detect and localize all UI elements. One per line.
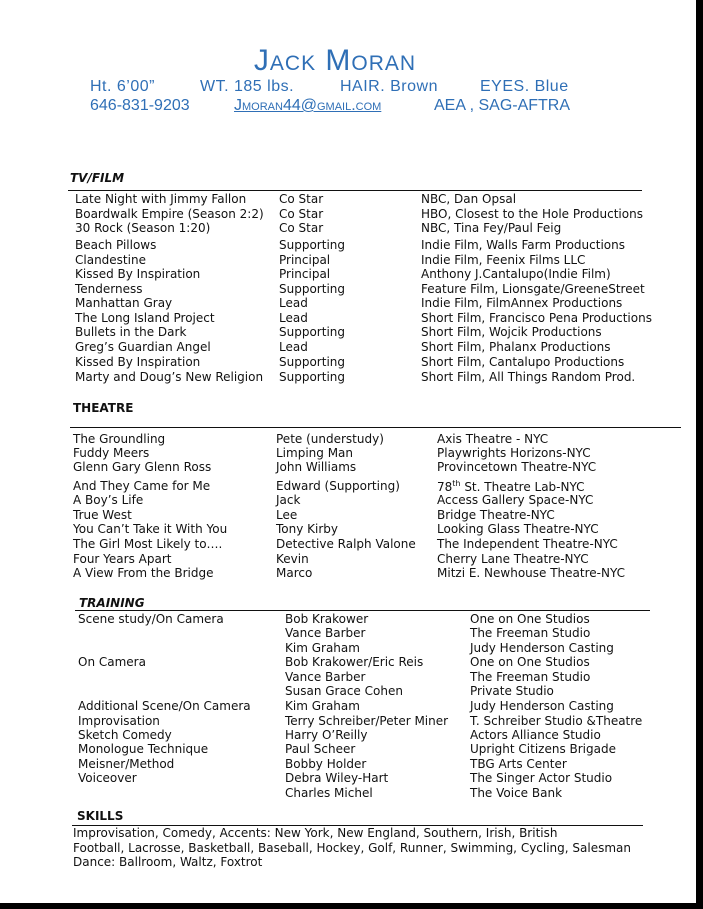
credit-role: Detective Ralph Valone	[276, 537, 416, 551]
credit-role: Supporting	[279, 325, 345, 339]
training-subject: Meisner/Method	[78, 757, 175, 771]
training-row	[0, 742, 696, 757]
credit-row	[0, 296, 696, 311]
credit-company: HBO, Closest to the Hole Productions	[421, 207, 643, 221]
credit-company: NBC, Dan Opsal	[421, 192, 517, 206]
training-subject: Scene study/On Camera	[78, 612, 224, 626]
credit-row	[0, 566, 696, 581]
eye-color: EYES. Blue	[480, 78, 569, 95]
credit-company: NBC, Tina Fey/Paul Feig	[421, 221, 562, 235]
training-studio: Actors Alliance Studio	[470, 728, 601, 742]
training-studio: One on One Studios	[470, 655, 590, 669]
training-row	[0, 771, 696, 786]
training-subject: Voiceover	[78, 771, 137, 785]
credit-venue: 78th St. Theatre Lab-NYC	[437, 479, 585, 494]
training-studio: The Singer Actor Studio	[470, 771, 613, 785]
credit-row	[0, 207, 696, 222]
training-teacher: Susan Grace Cohen	[285, 684, 403, 698]
training-studio: The Voice Bank	[470, 786, 563, 800]
credit-role: Supporting	[279, 355, 345, 369]
credit-title: You Can’t Take it With You	[73, 522, 228, 536]
credit-row	[0, 282, 696, 297]
training-subject: On Camera	[78, 655, 146, 669]
credit-role: Edward (Supporting)	[276, 479, 400, 493]
training-teacher: Kim Graham	[285, 641, 360, 655]
credit-role: Supporting	[279, 238, 345, 252]
training-row	[0, 699, 696, 714]
credit-title: Boardwalk Empire (Season 2:2)	[75, 207, 264, 221]
credit-role: Lead	[279, 311, 308, 325]
training-studio: T. Schreiber Studio &Theatre	[470, 714, 643, 728]
credit-company: Short Film, All Things Random Prod.	[421, 370, 636, 384]
training-studio: Upright Citizens Brigade	[470, 742, 616, 756]
height: Ht. 6’00”	[90, 78, 155, 95]
credit-row	[0, 221, 696, 236]
training-teacher: Bob Krakower	[285, 612, 369, 626]
skills-line: Dance: Ballroom, Waltz, Foxtrot	[73, 855, 263, 869]
training-studio: One on One Studios	[470, 612, 590, 626]
training-teacher: Terry Schreiber/Peter Miner	[285, 714, 449, 728]
email-link[interactable]: Jmoran44@gmail.com	[234, 97, 382, 114]
training-teacher: Paul Scheer	[285, 742, 356, 756]
training-row	[0, 786, 696, 801]
training-studio: TBG Arts Center	[470, 757, 567, 771]
credit-title: And They Came for Me	[73, 479, 211, 493]
training-studio: The Freeman Studio	[470, 626, 591, 640]
credit-row	[0, 432, 696, 447]
skills-line: Improvisation, Comedy, Accents: New York, New England, Southern, Irish, British	[73, 826, 558, 840]
training-teacher: Bob Krakower/Eric Reis	[285, 655, 424, 669]
credit-row	[0, 479, 696, 494]
training-row	[0, 655, 696, 670]
union-affiliations: AEA , SAG-AFTRA	[434, 97, 571, 114]
training-row	[0, 714, 696, 729]
credit-role: Co Star	[279, 207, 324, 221]
training-row	[0, 641, 696, 656]
training-subject: Additional Scene/On Camera	[78, 699, 251, 713]
credit-company: Indie Film, Feenix Films LLC	[421, 253, 586, 267]
credit-row	[0, 522, 696, 537]
credit-role: Marco	[276, 566, 313, 580]
credit-title: Glenn Gary Glenn Ross	[73, 460, 212, 474]
credit-role: Lead	[279, 296, 308, 310]
credit-company: Short Film, Francisco Pena Productions	[421, 311, 652, 325]
credit-row	[0, 446, 696, 461]
credit-role: Kevin	[276, 552, 309, 566]
credit-row	[0, 267, 696, 282]
training-studio: Judy Henderson Casting	[470, 641, 614, 655]
training-studio: Private Studio	[470, 684, 554, 698]
credit-venue: The Independent Theatre-NYC	[437, 537, 618, 551]
credit-title: Greg’s Guardian Angel	[75, 340, 211, 354]
credit-role: Tony Kirby	[276, 522, 339, 536]
credit-title: The Long Island Project	[75, 311, 215, 325]
credit-venue: Mitzi E. Newhouse Theatre-NYC	[437, 566, 626, 580]
credit-role: Principal	[279, 253, 331, 267]
credit-row	[0, 508, 696, 523]
credit-role: Co Star	[279, 192, 324, 206]
training-row	[0, 728, 696, 743]
credit-title: Beach Pillows	[75, 238, 157, 252]
theatre-rule	[70, 427, 681, 428]
training-row	[0, 626, 696, 641]
credit-title: A View From the Bridge	[73, 566, 214, 580]
credit-role: John Williams	[276, 460, 357, 474]
training-teacher: Debra Wiley-Hart	[285, 771, 389, 785]
credit-title: Clandestine	[75, 253, 146, 267]
actor-name: Jack Moran	[253, 44, 417, 77]
tvfilm-rule	[68, 190, 642, 191]
credit-row	[0, 340, 696, 355]
training-teacher: Charles Michel	[285, 786, 373, 800]
phone: 646-831-9203	[90, 97, 190, 114]
credit-venue: Looking Glass Theatre-NYC	[437, 522, 599, 536]
training-subject: Monologue Technique	[78, 742, 209, 756]
credit-row	[0, 370, 696, 385]
credit-title: Four Years Apart	[73, 552, 172, 566]
credit-title: A Boy’s Life	[73, 493, 144, 507]
weight: WT. 185 lbs.	[200, 78, 295, 95]
credit-venue: Access Gallery Space-NYC	[437, 493, 594, 507]
credit-title: True West	[73, 508, 132, 522]
training-studio: Judy Henderson Casting	[470, 699, 614, 713]
credit-role: Pete (understudy)	[276, 432, 384, 446]
credit-row	[0, 493, 696, 508]
credit-venue: Bridge Theatre-NYC	[437, 508, 555, 522]
training-teacher: Harry O’Reilly	[285, 728, 368, 742]
hair-color: HAIR. Brown	[340, 78, 438, 95]
credit-company: Indie Film, Walls Farm Productions	[421, 238, 625, 252]
training-subject: Sketch Comedy	[78, 728, 172, 742]
credit-title: Late Night with Jimmy Fallon	[75, 192, 247, 206]
credit-title: Marty and Doug’s New Religion	[75, 370, 264, 384]
training-row	[0, 612, 696, 627]
training-subject: Improvisation	[78, 714, 160, 728]
credit-title: 30 Rock (Season 1:20)	[75, 221, 211, 235]
credit-venue: Playwrights Horizons-NYC	[437, 446, 591, 460]
credit-row	[0, 192, 696, 207]
training-studio: The Freeman Studio	[470, 670, 591, 684]
training-heading: TRAINING	[79, 596, 145, 610]
credit-role: Limping Man	[276, 446, 354, 460]
training-row	[0, 684, 696, 699]
credit-role: Jack	[276, 493, 301, 507]
credit-company: Anthony J.Cantalupo(Indie Film)	[421, 267, 611, 281]
training-teacher: Kim Graham	[285, 699, 360, 713]
credit-title: Fuddy Meers	[73, 446, 150, 460]
credit-venue: Cherry Lane Theatre-NYC	[437, 552, 589, 566]
credit-role: Supporting	[279, 370, 345, 384]
credit-title: Kissed By Inspiration	[75, 267, 201, 281]
training-teacher: Bobby Holder	[285, 757, 367, 771]
skills-heading: SKILLS	[77, 809, 124, 823]
credit-role: Supporting	[279, 282, 345, 296]
credit-title: The Groundling	[73, 432, 166, 446]
credit-company: Short Film, Phalanx Productions	[421, 340, 611, 354]
credit-row	[0, 355, 696, 370]
credit-row	[0, 238, 696, 253]
credit-company: Feature Film, Lionsgate/GreeneStreet	[421, 282, 645, 296]
credit-title: Manhattan Gray	[75, 296, 173, 310]
credit-title: The Girl Most Likely to….	[73, 537, 223, 551]
credit-company: Short Film, Cantalupo Productions	[421, 355, 625, 369]
credit-title: Kissed By Inspiration	[75, 355, 201, 369]
credit-title: Tenderness	[75, 282, 143, 296]
training-teacher: Vance Barber	[285, 670, 366, 684]
training-row	[0, 670, 696, 685]
tvfilm-heading: TV/FILM	[70, 171, 125, 185]
training-row	[0, 757, 696, 772]
credit-venue: Provincetown Theatre-NYC	[437, 460, 597, 474]
credit-role: Co Star	[279, 221, 324, 235]
credit-row	[0, 460, 696, 475]
credit-role: Principal	[279, 267, 331, 281]
credit-company: Short Film, Wojcik Productions	[421, 325, 602, 339]
credit-role: Lee	[276, 508, 298, 522]
credit-company: Indie Film, FilmAnnex Productions	[421, 296, 623, 310]
credit-venue: Axis Theatre - NYC	[437, 432, 549, 446]
credit-row	[0, 537, 696, 552]
credit-title: Bullets in the Dark	[75, 325, 187, 339]
credit-row	[0, 325, 696, 340]
credit-role: Lead	[279, 340, 308, 354]
skills-line: Football, Lacrosse, Basketball, Baseball, Hockey, Golf, Runner, Swimming, Cycling, Salesman	[73, 841, 631, 855]
theatre-heading: THEATRE	[73, 401, 134, 415]
training-rule	[75, 610, 650, 611]
training-teacher: Vance Barber	[285, 626, 366, 640]
credit-row	[0, 311, 696, 326]
credit-row	[0, 552, 696, 567]
credit-row	[0, 253, 696, 268]
